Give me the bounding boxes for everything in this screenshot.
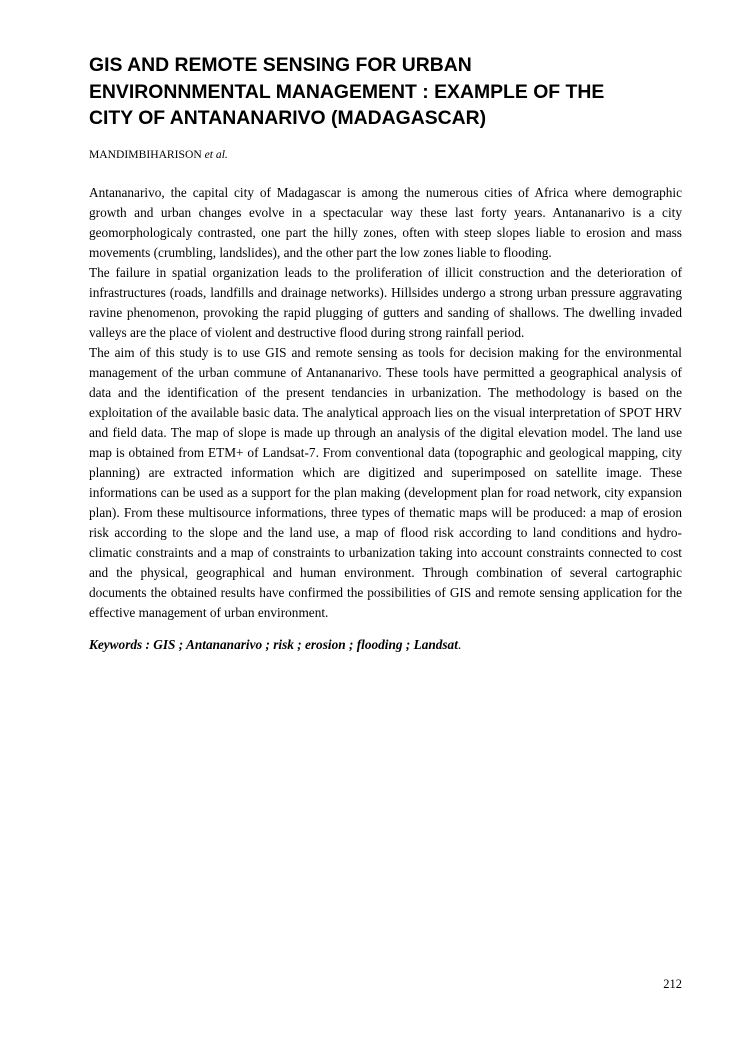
author-line: [89, 148, 682, 162]
paper-title: [89, 52, 682, 132]
author-etal: et al.: [204, 147, 228, 161]
abstract: [89, 183, 682, 624]
title-line: ENVIRONNMENTAL MANAGEMENT : EXAMPLE OF THE: [89, 80, 605, 103]
keywords-text: Keywords : GIS ; Antananarivo ; risk ; erosion ; flooding ; Landsat: [89, 636, 458, 652]
abstract-paragraph: Antananarivo, the capital city of Madagascar is among the numerous cities of Africa where demographic growth and urban changes evolve in a spectacular way these last forty years. Antananarivo is a city geomorphologicaly contrasted, one part the hilly zones, often with steep slopes liable to erosion and mass movements (crumbling, landslides), and the other part the low zones liable to flooding.: [89, 184, 682, 260]
abstract-paragraph: The failure in spatial organization leads to the proliferation of illicit construction and the deterioration of infrastructures (roads, landfills and drainage networks). Hillsides undergo a strong urban pressure aggravating ravine phenomenon, provoking the rapid plugging of gutters and sanding of shallows. The dwelling invaded valleys are the place of violent and destructive flood during strong rainfall period.: [89, 264, 682, 340]
title-line: GIS AND REMOTE SENSING FOR URBAN: [89, 54, 472, 76]
abstract-paragraph: The aim of this study is to use GIS and remote sensing as tools for decision making for the environmental management of the urban commune of Antananarivo. These tools have permitted a geographical analysis of data and the identification of the present tendancies in urbanization. The methodology is based on the exploitation of the available basic data. The analytical approach lies on the visual interpretation of SPOT HRV and field data. The map of slope is made up through an analysis of the digital elevation model. The land use map is obtained from ETM+ of Landsat-7. From conventional data (topographic and geological mapping, city planning) are extracted information which are digitized and superimposed on satellite image. These informations can be used as a support for the plan making (development plan for road network, city expansion plan). From these multisource informations, three types of thematic maps will be produced: a map of erosion risk according to the slope and the land use, a map of flood risk according to land conditions and hydro-climatic constraints and a map of constraints to urbanization taking into account constraints connected to cost and the physical, geographical and human environment. Through combination of several cartographic documents the obtained results have confirmed the possibilities of GIS and remote sensing application for the effective management of urban environment.: [89, 344, 682, 621]
page-number: 212: [663, 977, 682, 991]
keywords: [89, 635, 682, 655]
paper-page: [89, 52, 682, 655]
title-line: CITY OF ANTANANARIVO (MADAGASCAR): [89, 107, 487, 129]
author-name: MANDIMBIHARISON: [89, 147, 202, 161]
keywords-end: .: [457, 636, 462, 652]
